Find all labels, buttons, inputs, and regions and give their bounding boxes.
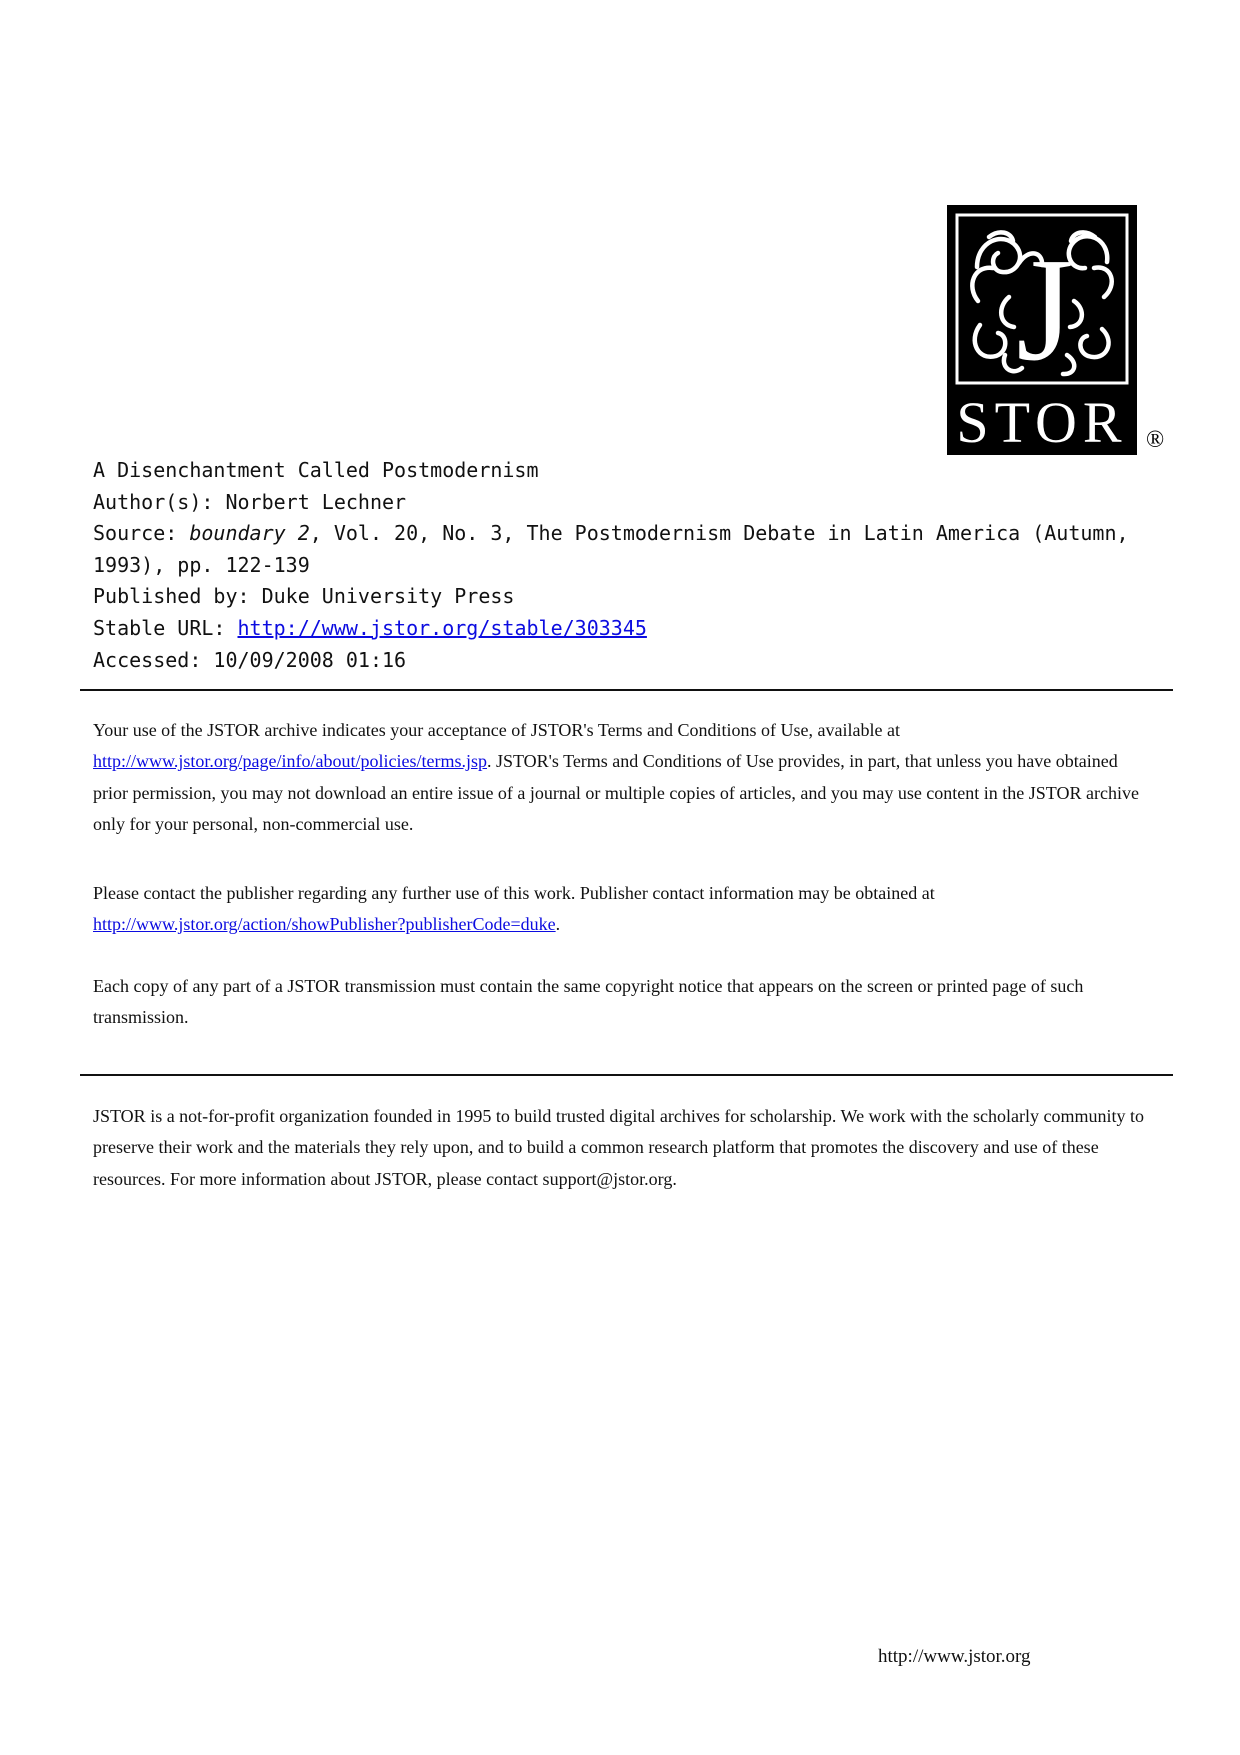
divider-bottom	[80, 1074, 1173, 1076]
terms-text: Your use of the JSTOR archive indicates your acceptance of JSTOR's Terms and Conditions of Use, available at	[93, 720, 900, 740]
article-author: Author(s): Norbert Lechner	[93, 489, 407, 514]
publisher-text: Please contact the publisher regarding any further use of this work. Publisher contact information may be obtained at	[93, 883, 935, 903]
copyright-paragraph: Each copy of any part of a JSTOR transmission must contain the same copyright notice that appears on the screen or printed page of such transmission.	[93, 976, 1084, 1028]
article-publisher: Published by: Duke University Press	[93, 584, 515, 609]
jstor-site-url: http://www.jstor.org	[878, 1646, 1031, 1667]
divider-top	[80, 689, 1173, 691]
article-title: A Disenchantment Called Postmodernism	[93, 458, 539, 482]
terms-conditions-link[interactable]: http://www.jstor.org/page/info/about/policies/terms.jsp	[93, 751, 487, 772]
logo-stor-text: STOR	[956, 390, 1128, 455]
publisher-info-link[interactable]: http://www.jstor.org/action/showPublisher?publisherCode=duke	[93, 914, 556, 935]
registered-trademark-symbol: ®	[1146, 427, 1165, 453]
source-details: , Vol. 20, No. 3, The Postmodernism Debate in Latin America (Autumn, 1993), pp. 122-139	[93, 521, 1129, 577]
publisher-text-period: .	[555, 914, 561, 935]
citation-block	[93, 455, 1159, 676]
logo-letter-j: J	[1016, 228, 1074, 392]
terms-text-continued: . JSTOR's Terms and Conditions of Use provides, in part, that unless you have obtained prior permission, you may not download an entire issue of a journal or multiple copies of articles, and you may use content in the JSTOR archive only for your personal, non-commercial use.	[93, 751, 1139, 835]
jstor-logo	[947, 205, 1137, 455]
publisher-paragraph	[93, 878, 1157, 941]
article-source	[93, 518, 1159, 581]
stable-url-link[interactable]: http://www.jstor.org/stable/303345	[237, 615, 647, 640]
journal-name: boundary 2	[189, 521, 310, 546]
stable-url-label: Stable URL:	[93, 615, 238, 640]
terms-paragraph-1	[93, 715, 1157, 841]
article-accessed: Accessed: 10/09/2008 01:16	[93, 647, 407, 672]
source-label: Source:	[93, 521, 190, 546]
jstor-logo-graphic	[947, 205, 1137, 455]
article-stable-url-line	[93, 613, 1159, 645]
about-jstor-paragraph: JSTOR is a not-for-profit organization founded in 1995 to build trusted digital archives for scholarship. We work with the scholarly community to preserve their work and the materials they rely upon, and to build a common research platform that promotes the discovery and use of these resources. For more information about JSTOR, please contact support@jstor.org.	[93, 1106, 1145, 1189]
